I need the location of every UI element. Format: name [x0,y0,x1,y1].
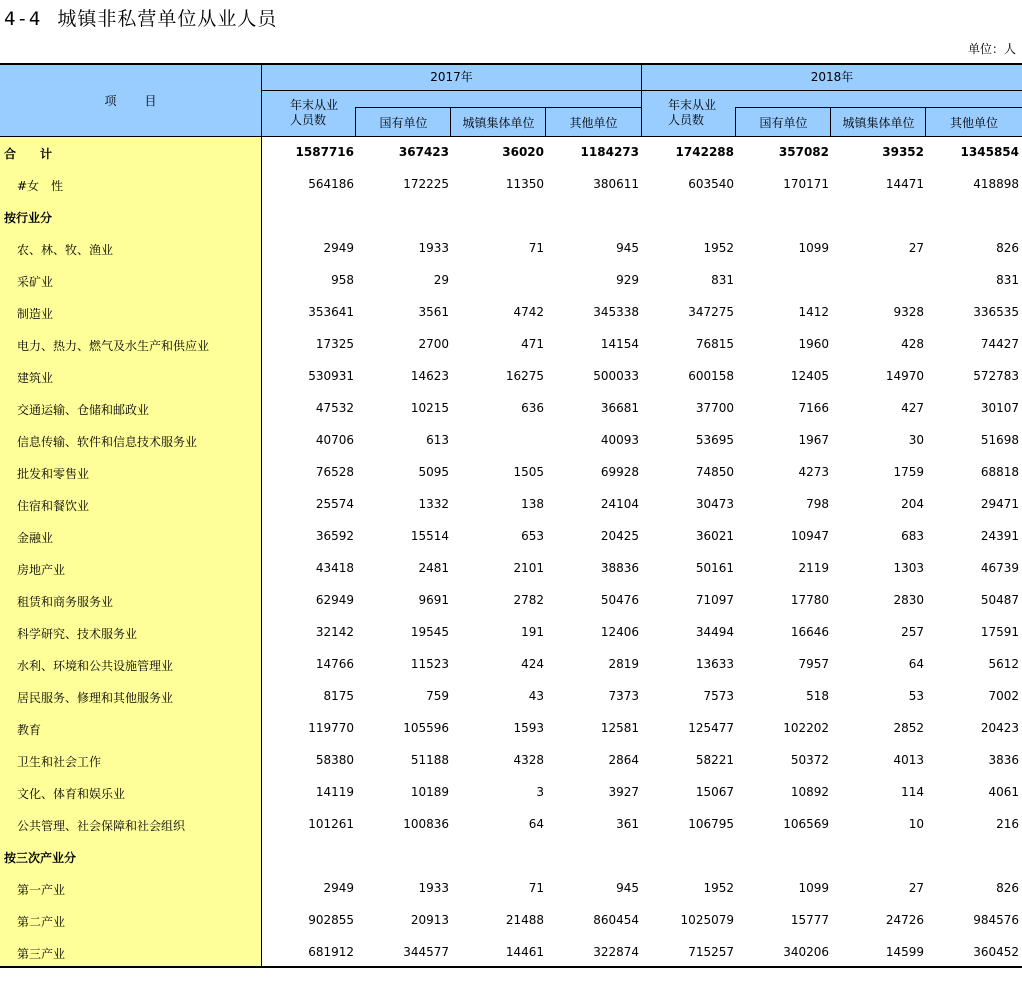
col-header-line1: 年末从业 [290,98,339,112]
row-label: 农、林、牧、渔业 [17,243,114,257]
cell-value: 860454 [593,913,639,927]
cell-value: 3561 [418,305,449,319]
cell-value: 12405 [790,369,829,383]
cell-value: 347275 [688,305,734,319]
cell-value: 7573 [703,689,734,703]
cell-value: 40706 [315,433,354,447]
cell-value: 322874 [593,945,639,959]
cell-value: 1967 [798,433,829,447]
cell-value: 170171 [783,177,829,191]
header-divider [450,107,451,136]
cell-value: 24104 [600,497,639,511]
cell-value: 14461 [505,945,544,959]
table-row [0,393,1022,425]
cell-value: 20425 [600,529,639,543]
cell-value: 15067 [695,785,734,799]
cell-value: 2782 [513,593,544,607]
table-row [0,265,1022,297]
cell-value: 3 [536,785,544,799]
cell-value: 36681 [600,401,639,415]
cell-value: 100836 [403,817,449,831]
cell-value: 21488 [505,913,544,927]
cell-value: 1952 [703,241,734,255]
year-header-2018: 2018年 [810,70,854,84]
col-header-collective-2018: 城镇集体单位 [842,116,915,130]
table-body [0,137,1022,969]
table-row [0,713,1022,745]
cell-value: 2101 [513,561,544,575]
cell-value: 367423 [398,145,449,159]
table-row [0,777,1022,809]
cell-value: 62949 [315,593,354,607]
row-label: 第二产业 [17,915,66,929]
cell-value: 30 [908,433,924,447]
cell-value: 37700 [695,401,734,415]
table-row [0,169,1022,201]
cell-value: 204 [901,497,924,511]
cell-value: 17325 [315,337,354,351]
row-label: 按行业分 [4,211,53,225]
cell-value: 427 [901,401,924,415]
cell-value: 102202 [783,721,829,735]
cell-value: 43418 [315,561,354,575]
cell-value: 1759 [893,465,924,479]
cell-value: 17591 [980,625,1019,639]
cell-value: 34494 [695,625,734,639]
cell-value: 53 [908,689,924,703]
cell-value: 13633 [695,657,734,671]
cell-value: 518 [806,689,829,703]
cell-value: 831 [996,273,1019,287]
col-header-state-2017: 国有单位 [379,116,428,130]
cell-value: 125477 [688,721,734,735]
cell-value: 10215 [410,401,449,415]
cell-value: 4013 [893,753,924,767]
header-divider [545,107,546,136]
cell-value: 7957 [798,657,829,671]
cell-value: 138 [521,497,544,511]
bottom-rule [0,966,1022,968]
cell-value: 1742288 [675,145,734,159]
table-row [0,809,1022,841]
table-row [0,937,1022,969]
cell-value: 14599 [885,945,924,959]
table-row [0,649,1022,681]
cell-value: 69928 [600,465,639,479]
cell-value: 15514 [410,529,449,543]
row-label: 采矿业 [17,275,54,289]
cell-value: 24726 [885,913,924,927]
cell-value: 10892 [790,785,829,799]
cell-value: 600158 [688,369,734,383]
col-header-line2: 人员数 [668,113,705,127]
table-row [0,489,1022,521]
cell-value: 16275 [505,369,544,383]
cell-value: 945 [616,881,639,895]
table-row [0,521,1022,553]
cell-value: 50476 [600,593,639,607]
cell-value: 36021 [695,529,734,543]
table-row [0,841,1022,873]
cell-value: 2864 [608,753,639,767]
row-label: 住宿和餐饮业 [17,499,90,513]
cell-value: 603540 [688,177,734,191]
row-label: 制造业 [17,307,54,321]
table-row [0,745,1022,777]
cell-value: 14471 [885,177,924,191]
cell-value: 10 [908,817,924,831]
cell-value: 64 [908,657,924,671]
cell-value: 353641 [308,305,354,319]
cell-value: 361 [616,817,639,831]
cell-value: 1025079 [680,913,734,927]
cell-value: 30473 [695,497,734,511]
cell-value: 471 [521,337,544,351]
cell-value: 11523 [410,657,449,671]
cell-value: 7002 [988,689,1019,703]
cell-value: 357082 [778,145,829,159]
cell-value: 958 [331,273,354,287]
cell-value: 101261 [308,817,354,831]
cell-value: 106795 [688,817,734,831]
row-label: 房地产业 [17,563,66,577]
cell-value: 1303 [893,561,924,575]
col-header-total-2018 [668,98,716,128]
cell-value: 50372 [790,753,829,767]
cell-value: 105596 [403,721,449,735]
cell-value: 58380 [315,753,354,767]
cell-value: 564186 [308,177,354,191]
cell-value: 336535 [973,305,1019,319]
header-divider [641,65,642,136]
header-rule-years [262,90,1022,91]
table-number: 4-4 [4,8,42,30]
col-header-other-2017: 其他单位 [569,116,618,130]
table-row [0,297,1022,329]
cell-value: 1960 [798,337,829,351]
cell-value: 71 [528,881,544,895]
cell-value: 3927 [608,785,639,799]
cell-value: 7373 [608,689,639,703]
cell-value: 2949 [323,241,354,255]
cell-value: 826 [996,241,1019,255]
row-label: 电力、热力、燃气及水生产和供应业 [17,339,210,353]
cell-value: 984576 [973,913,1019,927]
cell-value: 8175 [323,689,354,703]
cell-value: 14119 [315,785,354,799]
cell-value: 759 [426,689,449,703]
row-label: 科学研究、技术服务业 [17,627,138,641]
col-header-line2: 人员数 [290,113,327,127]
header-rule-sub [356,107,641,108]
cell-value: 4328 [513,753,544,767]
cell-value: 29 [433,273,449,287]
table-row [0,873,1022,905]
cell-value: 114 [901,785,924,799]
cell-value: 831 [711,273,734,287]
cell-value: 1933 [418,881,449,895]
cell-value: 16646 [790,625,829,639]
cell-value: 30107 [980,401,1019,415]
page-title [4,4,277,31]
row-label: 公共管理、社会保障和社会组织 [17,819,186,833]
cell-value: 344577 [403,945,449,959]
cell-value: 683 [901,529,924,543]
cell-value: 12581 [600,721,639,735]
cell-value: 53695 [695,433,734,447]
cell-value: 1099 [798,241,829,255]
cell-value: 4742 [513,305,544,319]
cell-value: 345338 [593,305,639,319]
cell-value: 29471 [980,497,1019,511]
cell-value: 424 [521,657,544,671]
cell-value: 380611 [593,177,639,191]
cell-value: 38836 [600,561,639,575]
cell-value: 119770 [308,721,354,735]
cell-value: 12406 [600,625,639,639]
table-row [0,425,1022,457]
row-label: 按三次产业分 [4,851,77,865]
table-row [0,201,1022,233]
table-row [0,329,1022,361]
cell-value: 51188 [410,753,449,767]
cell-value: 64 [528,817,544,831]
cell-value: 19545 [410,625,449,639]
cell-value: 715257 [688,945,734,959]
cell-value: 46739 [980,561,1019,575]
cell-value: 50487 [980,593,1019,607]
row-label: 居民服务、修理和其他服务业 [17,691,174,705]
cell-value: 11350 [505,177,544,191]
table-row [0,457,1022,489]
cell-value: 51698 [980,433,1019,447]
cell-value: 572783 [973,369,1019,383]
row-label: 第三产业 [17,947,66,961]
cell-value: 1593 [513,721,544,735]
row-label: 金融业 [17,531,54,545]
cell-value: 172225 [403,177,449,191]
header-divider [355,107,356,136]
cell-value: 530931 [308,369,354,383]
row-label: 第一产业 [17,883,66,897]
row-label: 交通运输、仓储和邮政业 [17,403,150,417]
cell-value: 24391 [980,529,1019,543]
cell-value: 2481 [418,561,449,575]
cell-value: 39352 [882,145,924,159]
table-title: 城镇非私营单位从业人员 [57,8,278,30]
cell-value: 36592 [315,529,354,543]
cell-value: 106569 [783,817,829,831]
col-header-other-2018: 其他单位 [949,116,998,130]
cell-value: 71097 [695,593,734,607]
table-row [0,617,1022,649]
cell-value: 20913 [410,913,449,927]
cell-value: 5612 [988,657,1019,671]
cell-value: 76528 [315,465,354,479]
cell-value: 360452 [973,945,1019,959]
cell-value: 1952 [703,881,734,895]
row-label: 水利、环境和公共设施管理业 [17,659,174,673]
cell-value: 15777 [790,913,829,927]
table-row [0,361,1022,393]
cell-value: 3836 [988,753,1019,767]
cell-value: 50161 [695,561,734,575]
header-divider [830,107,831,136]
row-label: 批发和零售业 [17,467,90,481]
row-label: 建筑业 [17,371,54,385]
cell-value: 257 [901,625,924,639]
cell-value: 2852 [893,721,924,735]
cell-value: 74427 [980,337,1019,351]
col-header-state-2018: 国有单位 [759,116,808,130]
unit-label: 单位：人 [967,42,1016,56]
cell-value: 14766 [315,657,354,671]
row-label: 信息传输、软件和信息技术服务业 [17,435,198,449]
row-label: 租赁和商务服务业 [17,595,114,609]
cell-value: 4061 [988,785,1019,799]
cell-value: 47532 [315,401,354,415]
cell-value: 653 [521,529,544,543]
col-header-collective-2017: 城镇集体单位 [462,116,535,130]
cell-value: 2830 [893,593,924,607]
cell-value: 76815 [695,337,734,351]
cell-value: 58221 [695,753,734,767]
cell-value: 74850 [695,465,734,479]
col-header-total-2017 [290,98,338,128]
cell-value: 929 [616,273,639,287]
cell-value: 636 [521,401,544,415]
cell-value: 1099 [798,881,829,895]
cell-value: 216 [996,817,1019,831]
cell-value: 27 [908,881,924,895]
row-label: 合 计 [4,147,53,161]
cell-value: 4273 [798,465,829,479]
cell-value: 1933 [418,241,449,255]
cell-value: 1587716 [295,145,354,159]
cell-value: 20423 [980,721,1019,735]
cell-value: 32142 [315,625,354,639]
cell-value: 613 [426,433,449,447]
cell-value: 9691 [418,593,449,607]
table-row [0,681,1022,713]
cell-value: 500033 [593,369,639,383]
cell-value: 1412 [798,305,829,319]
cell-value: 2700 [418,337,449,351]
cell-value: 798 [806,497,829,511]
table-row [0,233,1022,265]
cell-value: 17780 [790,593,829,607]
cell-value: 1332 [418,497,449,511]
cell-value: 68818 [980,465,1019,479]
row-label: 文化、体育和娱乐业 [17,787,126,801]
table-row [0,553,1022,585]
cell-value: 14154 [600,337,639,351]
col-header-line1: 年末从业 [668,98,717,112]
table-row [0,137,1022,169]
cell-value: 9328 [893,305,924,319]
cell-value: 340206 [783,945,829,959]
cell-value: 40093 [600,433,639,447]
cell-value: 10947 [790,529,829,543]
header-divider [735,107,736,136]
cell-value: 681912 [308,945,354,959]
row-label: #女 性 [17,179,64,193]
table-row [0,905,1022,937]
cell-value: 14623 [410,369,449,383]
cell-value: 2819 [608,657,639,671]
cell-value: 7166 [798,401,829,415]
row-label: 教育 [17,723,42,737]
cell-value: 191 [521,625,544,639]
cell-value: 945 [616,241,639,255]
row-label: 卫生和社会工作 [17,755,102,769]
cell-value: 2949 [323,881,354,895]
cell-value: 418898 [973,177,1019,191]
cell-value: 14970 [885,369,924,383]
cell-value: 2119 [798,561,829,575]
cell-value: 902855 [308,913,354,927]
cell-value: 43 [528,689,544,703]
cell-value: 10189 [410,785,449,799]
cell-value: 27 [908,241,924,255]
cell-value: 1345854 [960,145,1019,159]
year-header-2017: 2017年 [430,70,473,84]
table-row [0,585,1022,617]
cell-value: 25574 [315,497,354,511]
cell-value: 826 [996,881,1019,895]
cell-value: 71 [528,241,544,255]
stub-header: 项目 [104,94,185,108]
cell-value: 5095 [418,465,449,479]
cell-value: 428 [901,337,924,351]
cell-value: 1505 [513,465,544,479]
cell-value: 36020 [502,145,544,159]
header-rule-sub [736,107,1022,108]
header-divider [925,107,926,136]
cell-value: 1184273 [580,145,639,159]
